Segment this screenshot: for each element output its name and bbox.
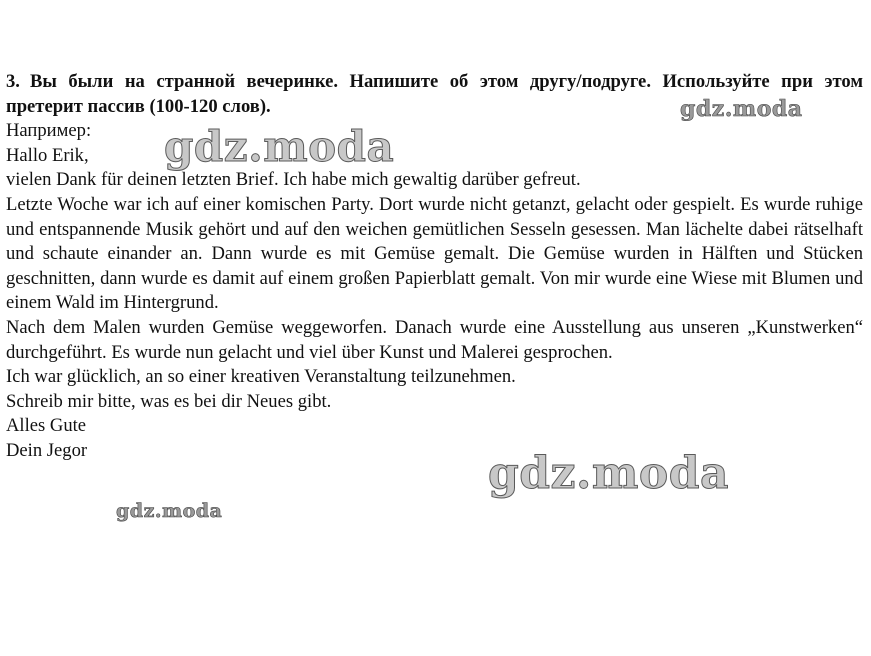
task-heading <box>6 70 863 119</box>
task-number: 3. <box>6 71 20 92</box>
watermark-logo: gdz.moda <box>488 448 730 499</box>
letter-paragraph-thanks: vielen Dank für deinen letzten Brief. Ich habe mich gewaltig darüber gefreut. <box>6 169 581 191</box>
watermark-logo: gdz.moda <box>116 500 223 522</box>
letter-paragraph-happy: Ich war glücklich, an so einer kreativen Veranstaltung teilzunehmen. <box>6 366 516 388</box>
letter-signature: Dein Jegor <box>6 439 88 461</box>
watermark-logo: gdz.moda <box>164 122 395 171</box>
task-text: Вы были на странной вечеринке. Напишите об этом другу/подруге. Используйте при этом претерит пассив (100-120 слов). <box>6 71 863 117</box>
letter-paragraph-party: Letzte Woche war ich auf einer komischen Party. Dort wurde nicht getanzt, gelacht oder gespielt. Es wurde ruhige und entspannende Musik gehört und auf den weichen gemütlichen Sesseln gesessen. Man lächelte dabei rätselhaft und schaute einander an. Dann wurde es mit Gemüse gemalt. Die Gemüse wurden in Hälften und Stücken geschnitten, dann wurde es damit auf einem großen Papierblatt gemalt. Von mir wurde eine Wiese mit Blumen und einem Wald im Hintergrund. <box>6 193 863 314</box>
letter-greeting: Hallo Erik, <box>6 144 89 166</box>
letter-paragraph-exhibition: Nach dem Malen wurden Gemüse weggeworfen. Danach wurde eine Ausstellung aus unseren „Kunstwerken“ durchgeführt. Es wurde nun gelacht und viel über Kunst und Malerei gesprochen. <box>6 316 863 363</box>
example-label: Например: <box>6 120 92 142</box>
document-body <box>6 70 863 464</box>
letter-closing: Alles Gute <box>6 415 87 437</box>
letter-paragraph-request: Schreib mir bitte, was es bei dir Neues gibt. <box>6 390 332 412</box>
watermark-logo: gdz.moda <box>680 96 803 122</box>
